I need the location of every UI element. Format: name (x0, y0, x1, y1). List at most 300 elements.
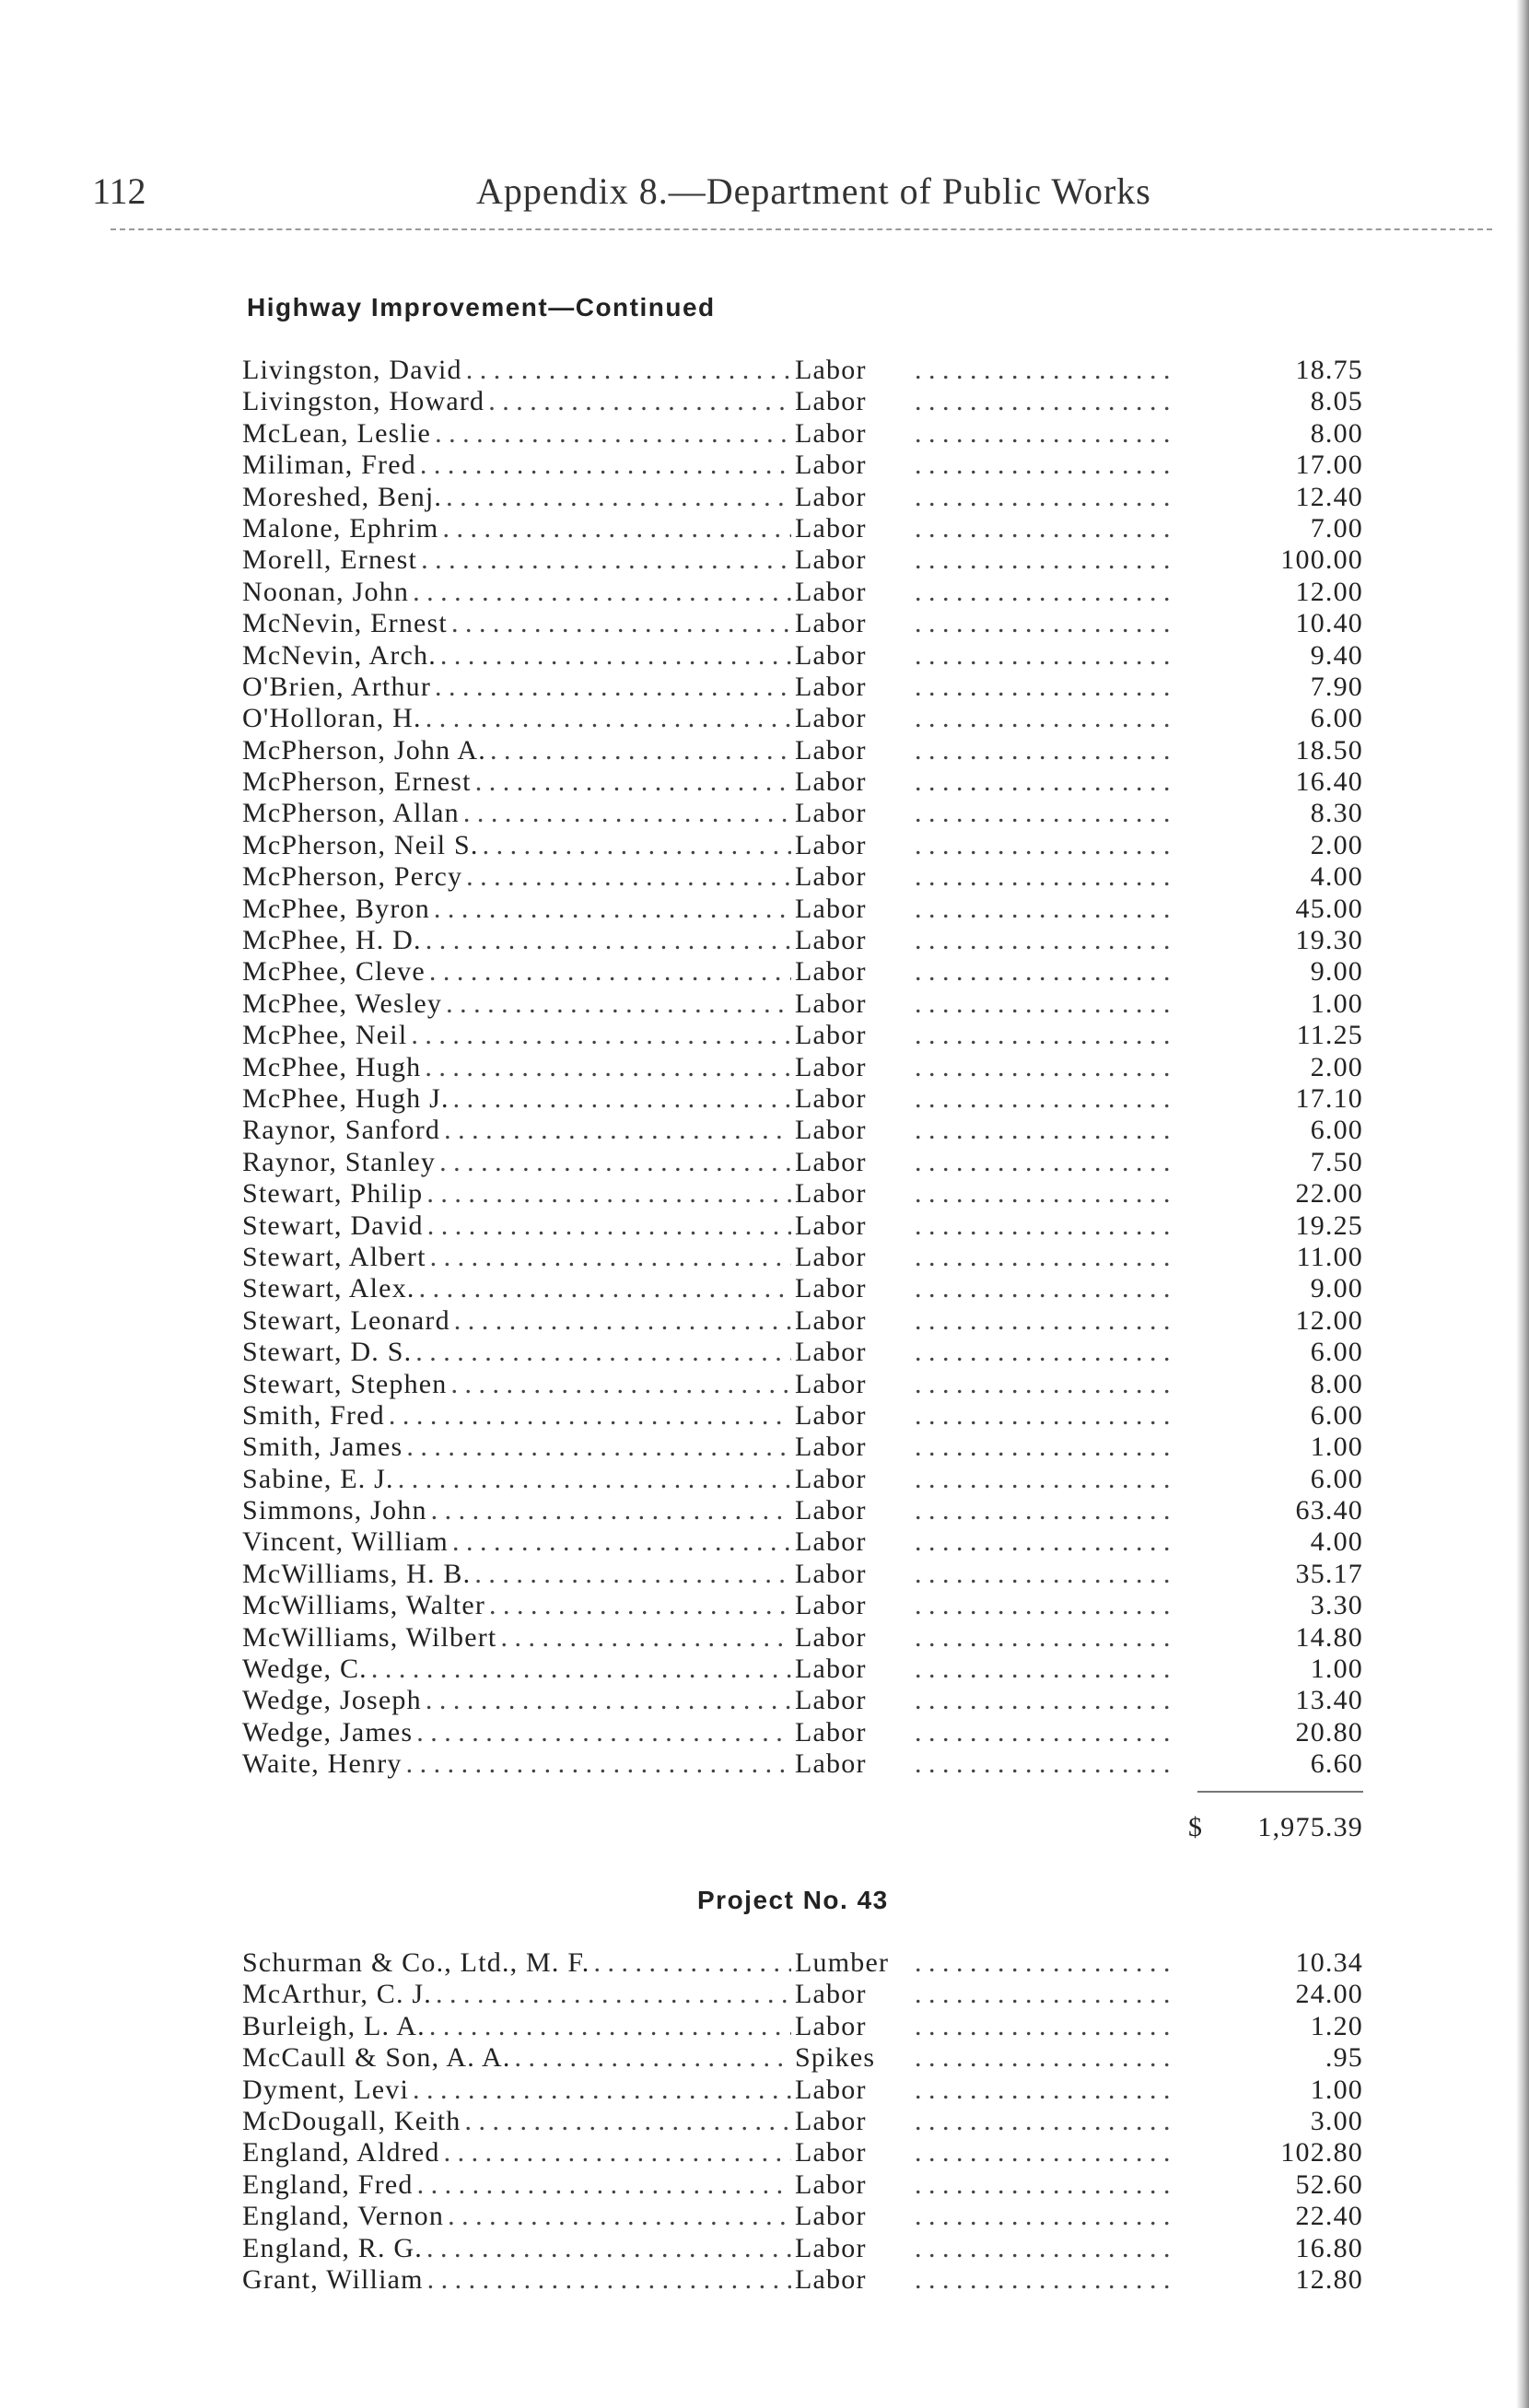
page-header (92, 164, 1492, 219)
dot-leader (915, 1400, 1177, 1432)
payee-name: Raynor, Sanford (242, 1115, 441, 1146)
amount: 14.80 (1295, 1621, 1363, 1653)
payee-name: England, Aldred (242, 2137, 440, 2168)
dot-leader (915, 1337, 1177, 1368)
amount: 6.00 (1310, 1399, 1363, 1431)
amount: 102.80 (1280, 2137, 1363, 2168)
item-description: Labor (795, 481, 867, 512)
item-description: Labor (795, 1495, 867, 1526)
dot-leader (429, 956, 791, 988)
dot-leader (915, 482, 1177, 513)
dot-leader (915, 1178, 1177, 1210)
total-currency-symbol: $ (1188, 1812, 1204, 1842)
amount: 10.34 (1295, 1947, 1363, 1978)
ledger-row (242, 861, 1363, 893)
ledger-row-payee (242, 672, 795, 703)
payee-name: England, Fred (242, 2168, 414, 2200)
ledger-row (242, 1979, 1363, 2010)
ledger-row-payee (242, 925, 795, 956)
dot-leader (915, 577, 1177, 608)
ledger-row (242, 640, 1363, 672)
dot-leader (915, 1947, 1177, 1979)
payee-name: McWilliams, Wilbert (242, 1621, 497, 1653)
ledger-row (242, 450, 1363, 481)
dot-leader (444, 1115, 791, 1146)
dot-leader (915, 735, 1177, 766)
item-description: Labor (795, 1273, 867, 1304)
ledger-row-payee (242, 703, 795, 734)
dot-leader (915, 1432, 1177, 1463)
dot-leader (915, 1083, 1177, 1115)
amount: 35.17 (1295, 1558, 1363, 1589)
ledger-row-payee (242, 735, 795, 766)
dot-leader (915, 1654, 1177, 1685)
payee-name: Waite, Henry (242, 1748, 403, 1780)
dot-leader (444, 2137, 791, 2168)
section-heading-highway-improvement: Highway Improvement—Continued (247, 293, 716, 321)
amount: 19.25 (1295, 1210, 1363, 1241)
payee-name: McPherson, Ernest (242, 766, 472, 798)
dot-leader (915, 1748, 1177, 1780)
dot-leader (915, 798, 1177, 829)
ledger-row-payee (242, 766, 795, 798)
ledger-row (242, 1400, 1363, 1432)
dot-leader (915, 2011, 1177, 2042)
ledger-row-payee (242, 1147, 795, 1178)
ledger-row-payee (242, 1115, 795, 1146)
dot-leader (915, 513, 1177, 544)
dot-leader (915, 1242, 1177, 1273)
payee-name: O'Holloran, H. (242, 703, 422, 734)
amount: 1.20 (1310, 2010, 1363, 2041)
amount: 8.05 (1310, 386, 1363, 417)
dot-leader (915, 2137, 1177, 2168)
dot-leader (915, 672, 1177, 703)
ledger-row (242, 1052, 1363, 1083)
item-description: Labor (795, 417, 867, 449)
ledger-row (242, 544, 1363, 576)
ledger-row (242, 1369, 1363, 1400)
item-description: Labor (795, 1558, 867, 1589)
payee-name: Stewart, Stephen (242, 1368, 448, 1399)
page-title: Appendix 8.—Department of Public Works (476, 170, 1151, 212)
dot-leader (439, 1147, 791, 1178)
header-rule (111, 228, 1492, 230)
dot-leader (413, 2075, 791, 2106)
ledger-row (242, 2137, 1363, 2168)
payee-name: McPherson, Neil S. (242, 829, 479, 860)
item-description: Labor (795, 2232, 867, 2263)
ledger-row-payee (242, 1947, 795, 1979)
amount: 8.00 (1310, 1368, 1363, 1399)
dot-leader (451, 608, 791, 639)
amount: 12.40 (1295, 481, 1363, 512)
amount: 6.00 (1310, 1463, 1363, 1494)
amount: 11.00 (1296, 1241, 1363, 1272)
ledger-row-payee (242, 1979, 795, 2010)
ledger-row-payee (242, 1464, 795, 1495)
dot-leader (429, 2011, 791, 2042)
ledger-project-43 (242, 1947, 1363, 2296)
payee-name: McPherson, John A. (242, 734, 486, 766)
dot-leader (427, 1210, 791, 1242)
ledger-row (242, 1495, 1363, 1526)
item-description: Labor (795, 1654, 867, 1685)
ledger-row (242, 1273, 1363, 1304)
dot-leader (434, 894, 791, 925)
amount: 19.30 (1295, 925, 1363, 956)
payee-name: Livingston, David (242, 355, 462, 385)
item-description: Labor (795, 544, 867, 576)
amount: 3.30 (1310, 1590, 1363, 1621)
payee-name: McWilliams, H. B. (242, 1558, 472, 1589)
ledger-row-payee (242, 450, 795, 481)
payee-name: Livingston, Howard (242, 386, 485, 417)
dot-leader (474, 1559, 791, 1590)
amount: 1.00 (1310, 1432, 1363, 1463)
item-description: Labor (795, 1082, 867, 1114)
amount: 6.00 (1310, 703, 1363, 734)
ledger-row-payee (242, 1590, 795, 1621)
ledger-row (242, 1115, 1363, 1146)
ledger-row (242, 355, 1363, 386)
ledger-row-payee (242, 830, 795, 861)
payee-name: McArthur, C. J. (242, 1979, 432, 2010)
page-number: 112 (92, 170, 146, 212)
dot-leader (915, 1115, 1177, 1146)
item-description: Labor (795, 1146, 867, 1177)
amount: 2.00 (1310, 1051, 1363, 1082)
amount: 10.40 (1295, 608, 1363, 639)
ledger-row-payee (242, 1369, 795, 1400)
dot-leader (413, 577, 791, 608)
dot-leader (430, 1242, 791, 1273)
dot-leader (466, 355, 791, 386)
dot-leader (915, 1210, 1177, 1242)
ledger-row (242, 1748, 1363, 1780)
dot-leader (915, 861, 1177, 893)
ledger-row-payee (242, 1242, 795, 1273)
amount: 63.40 (1295, 1495, 1363, 1526)
dot-leader (915, 1052, 1177, 1083)
dot-leader (425, 1052, 791, 1083)
dot-leader (915, 1590, 1177, 1621)
dot-leader (500, 1622, 791, 1654)
amount: 4.00 (1310, 861, 1363, 893)
ledger-row (242, 2169, 1363, 2201)
payee-name: Stewart, Philip (242, 1178, 424, 1210)
dot-leader (489, 1590, 791, 1621)
dot-leader (417, 2169, 791, 2201)
payee-name: McPhee, Hugh J. (242, 1082, 449, 1114)
amount: 16.80 (1295, 2232, 1363, 2263)
amount: 52.60 (1295, 2168, 1363, 2200)
dot-leader (915, 703, 1177, 734)
ledger-row-payee (242, 1305, 795, 1337)
dot-leader (515, 2042, 791, 2074)
amount: 22.40 (1295, 2201, 1363, 2232)
amount: 11.25 (1296, 1020, 1363, 1051)
amount: .95 (1325, 2042, 1363, 2074)
amount: 1.00 (1310, 1654, 1363, 1685)
dot-leader (915, 2169, 1177, 2201)
dot-leader (915, 1717, 1177, 1748)
item-description: Labor (795, 734, 867, 766)
item-description: Labor (795, 512, 867, 544)
dot-leader (915, 988, 1177, 1020)
payee-name: Wedge, James (242, 1716, 414, 1748)
ledger-row (242, 766, 1363, 798)
item-description: Labor (795, 1241, 867, 1272)
dot-leader (398, 1464, 791, 1495)
item-description: Labor (795, 2137, 867, 2168)
ledger-row (242, 577, 1363, 608)
dot-leader (426, 1685, 791, 1716)
dot-leader (421, 544, 791, 576)
dot-leader (427, 2264, 791, 2296)
payee-name: McPhee, Wesley (242, 988, 443, 1019)
ledger-row (242, 894, 1363, 925)
ledger-row-payee (242, 482, 795, 513)
amount: 20.80 (1295, 1716, 1363, 1748)
amount: 6.00 (1310, 1115, 1363, 1146)
dot-leader (915, 1369, 1177, 1400)
amount: 45.00 (1295, 893, 1363, 924)
payee-name: Morell, Ernest (242, 544, 418, 576)
amount: 7.00 (1310, 512, 1363, 544)
payee-name: Stewart, Leonard (242, 1304, 450, 1336)
payee-name: Stewart, D. S. (242, 1337, 413, 1368)
ledger-row (242, 2011, 1363, 2042)
item-description: Labor (795, 1178, 867, 1210)
ledger-row (242, 830, 1363, 861)
ledger-row (242, 1717, 1363, 1748)
ledger-row-payee (242, 1052, 795, 1083)
dot-leader (440, 640, 791, 672)
dot-leader (915, 956, 1177, 988)
dot-leader (426, 703, 791, 734)
payee-name: McNevin, Arch. (242, 639, 437, 671)
ledger-row-payee (242, 2075, 795, 2106)
ledger-row (242, 1947, 1363, 1979)
dot-leader (406, 1432, 791, 1463)
ledger-row (242, 1622, 1363, 1654)
payee-name: McPherson, Percy (242, 861, 463, 893)
dot-leader (915, 355, 1177, 386)
ledger-row (242, 956, 1363, 988)
item-description: Labor (795, 1337, 867, 1368)
dot-leader (448, 2201, 791, 2232)
dot-leader (436, 1979, 791, 2010)
amount: 100.00 (1280, 544, 1363, 576)
amount: 16.40 (1295, 766, 1363, 798)
ledger-row (242, 1210, 1363, 1242)
dot-leader (594, 1947, 791, 1979)
dot-leader (419, 1273, 791, 1304)
ledger-row-payee (242, 1273, 795, 1304)
item-description: Labor (795, 671, 867, 702)
ledger-row-payee (242, 861, 795, 893)
payee-name: Miliman, Fred (242, 450, 416, 481)
dot-leader (475, 766, 791, 798)
dot-leader (488, 386, 791, 417)
ledger-row-payee (242, 544, 795, 576)
amount: 7.90 (1310, 671, 1363, 702)
dot-leader (371, 1654, 791, 1685)
amount: 1.00 (1310, 988, 1363, 1019)
payee-name: Dyment, Levi (242, 2074, 410, 2105)
payee-name: Stewart, Alex. (242, 1273, 415, 1304)
payee-name: McPhee, Hugh (242, 1051, 422, 1082)
dot-leader (426, 925, 791, 956)
amount: 9.00 (1310, 1273, 1363, 1304)
ledger-row (242, 2233, 1363, 2264)
amount: 12.80 (1295, 2263, 1363, 2295)
amount: 9.00 (1310, 956, 1363, 988)
item-description: Labor (795, 608, 867, 639)
dot-leader (416, 1717, 791, 1748)
item-description: Labor (795, 576, 867, 607)
item-description: Lumber (795, 1947, 890, 1978)
payee-name: Simmons, John (242, 1495, 427, 1526)
amount: 12.00 (1295, 1304, 1363, 1336)
dot-leader (915, 1622, 1177, 1654)
ledger-row-payee (242, 608, 795, 639)
ledger-row (242, 1305, 1363, 1337)
ledger-row-payee (242, 355, 795, 386)
dot-leader (426, 2233, 791, 2264)
payee-name: Grant, William (242, 2263, 424, 2295)
dot-leader (915, 1305, 1177, 1337)
ledger-row-payee (242, 418, 795, 450)
ledger-row (242, 1337, 1363, 1368)
dot-leader (915, 894, 1177, 925)
payee-name: McCaull & Son, A. A. (242, 2042, 511, 2074)
ledger-row-payee (242, 1748, 795, 1780)
dot-leader (420, 450, 791, 481)
dot-leader (415, 1337, 791, 1368)
payee-name: McDougall, Keith (242, 2105, 461, 2136)
dot-leader (915, 1495, 1177, 1526)
amount: 12.00 (1295, 576, 1363, 607)
section-heading-project-43: Project No. 43 (697, 1886, 889, 1914)
ledger-row (242, 988, 1363, 1020)
payee-name: McNevin, Ernest (242, 608, 448, 639)
ledger-row-payee (242, 1622, 795, 1654)
ledger-row-payee (242, 1400, 795, 1432)
ledger-row-payee (242, 577, 795, 608)
item-description: Labor (795, 1051, 867, 1082)
ledger-row (242, 608, 1363, 639)
ledger-row (242, 1242, 1363, 1273)
ledger-row (242, 1590, 1363, 1621)
ledger-row (242, 1654, 1363, 1685)
ledger-row-payee (242, 640, 795, 672)
payee-name: McPhee, Byron (242, 893, 430, 924)
amount: 4.00 (1310, 1526, 1363, 1558)
payee-name: Moreshed, Benj. (242, 481, 443, 512)
amount: 8.00 (1310, 417, 1363, 449)
ledger-row (242, 1559, 1363, 1590)
payee-name: Malone, Ephrim (242, 512, 439, 544)
dot-leader (453, 1083, 791, 1115)
dot-leader (490, 735, 791, 766)
item-description: Labor (795, 988, 867, 1019)
payee-name: Wedge, Joseph (242, 1685, 422, 1716)
payee-name: Burleigh, L. A. (242, 2010, 426, 2041)
item-description: Labor (795, 766, 867, 798)
ledger-row (242, 2264, 1363, 2296)
payee-name: Sabine, E. J. (242, 1463, 394, 1494)
ledger-row (242, 1432, 1363, 1463)
ledger-row (242, 2201, 1363, 2232)
ledger-row-payee (242, 2169, 795, 2201)
ledger-row (242, 1464, 1363, 1495)
ledger-row-payee (242, 1526, 795, 1558)
ledger-row-payee (242, 1495, 795, 1526)
item-description: Labor (795, 2010, 867, 2041)
payee-name: McLean, Leslie (242, 417, 432, 449)
payee-name: Smith, James (242, 1432, 403, 1463)
item-description: Labor (795, 1621, 867, 1653)
payee-name: Stewart, David (242, 1210, 424, 1241)
ledger-row-payee (242, 1178, 795, 1210)
dot-leader (463, 798, 791, 829)
item-description: Labor (795, 1979, 867, 2010)
dot-leader (915, 1147, 1177, 1178)
dot-leader (389, 1400, 791, 1432)
payee-name: Wedge, C. (242, 1654, 368, 1685)
ledger-row (242, 2042, 1363, 2074)
item-description: Labor (795, 450, 867, 481)
dot-leader (915, 2201, 1177, 2232)
item-description: Labor (795, 893, 867, 924)
amount: 22.00 (1295, 1178, 1363, 1210)
ledger-row-payee (242, 798, 795, 829)
ledger-row-payee (242, 386, 795, 417)
item-description: Labor (795, 925, 867, 956)
dot-leader (915, 2042, 1177, 2074)
dot-leader (915, 418, 1177, 450)
ledger-row (242, 735, 1363, 766)
item-description: Labor (795, 1210, 867, 1241)
amount: 1.00 (1310, 2074, 1363, 2105)
ledger-row-payee (242, 1654, 795, 1685)
dot-leader (452, 1526, 791, 1558)
payee-name: McPhee, H. D. (242, 925, 422, 956)
ledger-row (242, 482, 1363, 513)
item-description: Labor (795, 355, 867, 385)
ledger-row (242, 1526, 1363, 1558)
ledger-row-payee (242, 2233, 795, 2264)
ledger-row (242, 925, 1363, 956)
amount: 7.50 (1310, 1146, 1363, 1177)
ledger-row-payee (242, 988, 795, 1020)
amount: 13.40 (1295, 1685, 1363, 1716)
dot-leader (442, 513, 791, 544)
amount: 18.50 (1295, 734, 1363, 766)
ledger-row-payee (242, 2264, 795, 2296)
dot-leader (451, 1369, 792, 1400)
total-rule (1197, 1791, 1363, 1793)
item-description: Labor (795, 386, 867, 417)
item-description: Labor (795, 798, 867, 829)
item-description: Spikes (795, 2042, 876, 2074)
amount: 6.60 (1310, 1748, 1363, 1780)
ledger-highway-improvement (242, 355, 1363, 1781)
ledger-row-payee (242, 2201, 795, 2232)
ledger-row-payee (242, 1337, 795, 1368)
